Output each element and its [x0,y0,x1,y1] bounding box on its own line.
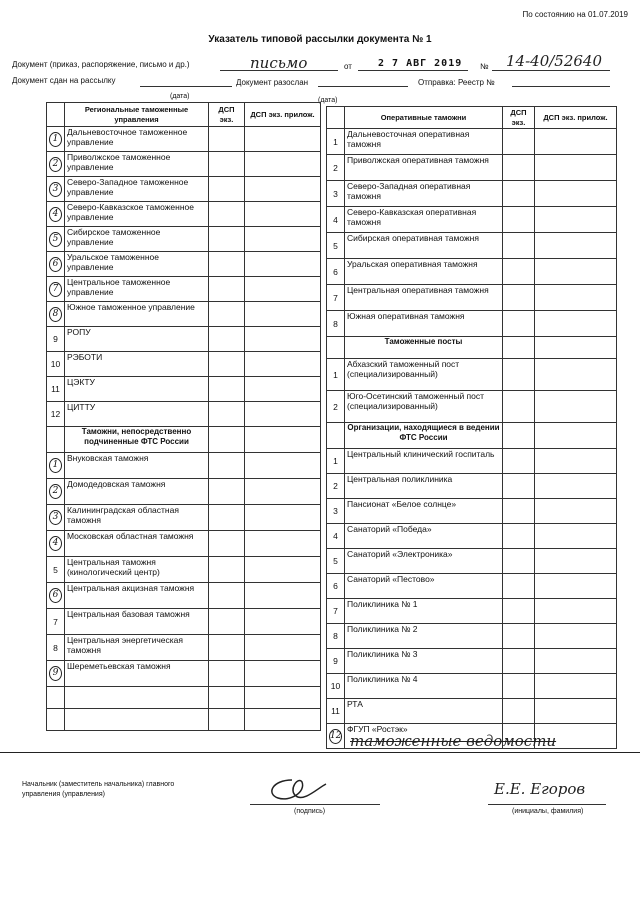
recipient-name: Домодедовская таможня [65,479,209,505]
table-row [47,277,321,302]
recipient-name: Центральная акцизная таможня [65,583,209,609]
dsp-copies-cell [503,449,535,474]
recipient-name: Центральная таможня (кинологический центр) [65,557,209,583]
recipient-name: Поликлиника № 2 [345,624,503,649]
dsp-attachment-cell [245,377,321,402]
circled-mark-icon: 2 [49,484,62,499]
recipient-name: Центральная поликлиника [345,474,503,499]
table-row [47,152,321,177]
row-number: 12 [47,402,65,427]
section-row [327,337,617,359]
table-row [47,583,321,609]
circled-mark-icon: 1 [49,458,62,473]
dsp-copies-cell [503,699,535,724]
dsp-copies-cell [503,599,535,624]
dsp-attachment-cell [535,359,617,391]
dsp-copies-cell [209,327,245,352]
dsp-attachment-cell [535,207,617,233]
row-number: 6 [327,574,345,599]
dsp-copies-cell [209,479,245,505]
row-number: 3 [327,499,345,524]
table-row [327,599,617,624]
row-number: 8 [47,635,65,661]
recipient-name: Уральская оперативная таможня [345,259,503,285]
header-name: Региональные таможенные управления [65,103,209,127]
dsp-copies-cell [503,649,535,674]
initials-caption: (инициалы, фамилия) [512,808,584,815]
row-number: 10 [47,352,65,377]
dsp-attachment-cell [245,479,321,505]
recipient-name: Уральское таможенное управление [65,252,209,277]
row-number [327,724,345,749]
dsp-copies-cell [503,674,535,699]
dsp-attachment-cell [245,252,321,277]
circled-mark-icon: 3 [49,182,62,197]
dsp-attachment-cell [535,624,617,649]
dsp-copies-cell [503,129,535,155]
table-row [327,181,617,207]
table-row [327,499,617,524]
table-row [327,359,617,391]
right-distribution-table [326,106,617,749]
dsp-copies-cell [209,127,245,152]
circled-mark-icon: 1 [49,132,62,147]
table-row [47,635,321,661]
dsp-copies-cell [503,359,535,391]
dsp-copies-cell [209,531,245,557]
row-number [47,202,65,227]
dsp-attachment-cell [245,505,321,531]
dsp-copies-cell [209,277,245,302]
dsp-attachment-cell [245,661,321,687]
circled-mark-icon: 6 [49,257,62,272]
table-row [47,557,321,583]
table-row [327,524,617,549]
recipient-name: Северо-Западная оперативная таможня [345,181,503,207]
dsp-copies-cell [209,635,245,661]
recipient-name: Центральная оперативная таможня [345,285,503,311]
row-number: 2 [327,474,345,499]
dsp-attachment-cell [535,699,617,724]
dsp-attachment-cell [245,177,321,202]
table-row [47,505,321,531]
dsp-attachment-cell [535,524,617,549]
row-number: 9 [327,649,345,674]
recipient-name: Южная оперативная таможня [345,311,503,337]
dsp-copies-cell [209,583,245,609]
dsp-attachment-cell [535,574,617,599]
table-row [327,674,617,699]
table-row [47,202,321,227]
recipient-name: РЭБОТИ [65,352,209,377]
dsp-attachment-cell [245,327,321,352]
table-row [47,377,321,402]
recipient-name: Северо-Кавказская оперативная таможня [345,207,503,233]
recipient-name: Центральная базовая таможня [65,609,209,635]
dsp-copies-cell [503,574,535,599]
table-row [327,699,617,724]
recipient-name: Поликлиника № 3 [345,649,503,674]
dsp-attachment-cell [245,152,321,177]
dispatch-label: Отправка: Реестр № [418,78,495,87]
recipient-name: Северо-Западное таможенное управление [65,177,209,202]
dsp-copies-cell [209,402,245,427]
table-row [327,649,617,674]
recipient-name: Южное таможенное управление [65,302,209,327]
recipient-name: Внуковская таможня [65,453,209,479]
signer-title: Начальник (заместитель начальника) главного управления (управления) [22,781,175,798]
table-row [327,311,617,337]
table-row [47,609,321,635]
table-row [47,177,321,202]
recipient-name: Санаторий «Пестово» [345,574,503,599]
circled-mark-icon: 2 [49,157,62,172]
recipient-name: Московская областная таможня [65,531,209,557]
doc-number-handwritten: 14-40/52640 [506,52,603,70]
circled-mark-icon: 7 [49,282,62,297]
table-row [327,259,617,285]
dsp-copies-cell [209,227,245,252]
dsp-attachment-cell [535,233,617,259]
dsp-copies-cell [503,181,535,207]
dsp-attachment-cell [535,155,617,181]
recipient-name: РОПУ [65,327,209,352]
circled-mark-icon: 4 [49,536,62,551]
recipient-name: Пансионат «Белое солнце» [345,499,503,524]
header-name: Оперативные таможни [345,107,503,129]
recipient-name: Приволжская оперативная таможня [345,155,503,181]
row-number [47,583,65,609]
signature-caption: (подпись) [294,808,326,815]
dsp-attachment-cell [535,129,617,155]
table-row [47,661,321,687]
table-row [327,207,617,233]
row-number: 5 [327,549,345,574]
dsp-attachment-cell [245,402,321,427]
header-dsp-attachments: ДСП экз. прилож. [535,107,617,129]
row-number [47,252,65,277]
row-number [47,531,65,557]
recipient-name: Сибирское таможенное управление [65,227,209,252]
dsp-attachment-cell [245,227,321,252]
dsp-attachment-cell [245,583,321,609]
row-number: 5 [327,233,345,259]
doc-type-label: Документ (приказ, распоряжение, письмо и др.) [12,60,190,69]
recipient-name: Центральное таможенное управление [65,277,209,302]
row-number: 5 [47,557,65,583]
dsp-copies-cell [503,207,535,233]
dsp-attachment-cell [245,202,321,227]
table-row [327,449,617,474]
circled-mark-icon: 12 [329,729,342,744]
row-number [47,227,65,252]
row-number: 7 [327,599,345,624]
dsp-attachment-cell [535,599,617,624]
recipient-name: Санаторий «Победа» [345,524,503,549]
dsp-copies-cell [503,474,535,499]
dsp-copies-cell [503,499,535,524]
table-row [327,391,617,423]
recipient-name: РТА [345,699,503,724]
table-row [47,327,321,352]
dsp-copies-cell [503,233,535,259]
table-row [47,402,321,427]
dsp-attachment-cell [535,674,617,699]
sent-label: Документ разослан [236,78,309,87]
dsp-attachment-cell [245,635,321,661]
section-title: Таможни, непосредственно подчиненные ФТС России [65,427,209,453]
dsp-attachment-cell [245,531,321,557]
row-number [47,277,65,302]
section-title: Таможенные посты [345,337,503,359]
from-label: от [344,62,352,71]
row-number: 9 [47,327,65,352]
row-number [47,453,65,479]
empty-row [47,709,321,731]
dsp-attachment-cell [535,259,617,285]
row-number: 3 [327,181,345,207]
dsp-copies-cell [209,302,245,327]
date-caption: (дата) [318,97,338,104]
circled-mark-icon: 8 [49,307,62,322]
table-row [327,624,617,649]
dsp-copies-cell [503,549,535,574]
recipient-name: Калининградская областная таможня [65,505,209,531]
table-row [327,129,617,155]
recipient-name: Северо-Кавказское таможенное управление [65,202,209,227]
table-row [47,531,321,557]
table-row [47,127,321,152]
recipient-name: Приволжское таможенное управление [65,152,209,177]
row-number [47,505,65,531]
recipient-name: ФГУП «Ростэк» [345,724,503,749]
table-row [327,474,617,499]
dsp-attachment-cell [535,391,617,423]
table-header [327,107,617,129]
dsp-attachment-cell [535,549,617,574]
table-row [327,285,617,311]
header-dsp-attachments: ДСП экз. прилож. [245,103,321,127]
recipient-name: Поликлиника № 4 [345,674,503,699]
submitted-label: Документ сдан на рассылку [12,76,116,85]
dsp-attachment-cell [245,557,321,583]
dsp-copies-cell [209,252,245,277]
table-row [327,155,617,181]
recipient-name: Дальневосточная оперативная таможня [345,129,503,155]
dsp-attachment-cell [245,277,321,302]
dsp-attachment-cell [535,649,617,674]
table-header [47,103,321,127]
recipient-name: ЦЭКТУ [65,377,209,402]
dsp-attachment-cell [245,352,321,377]
recipient-name: Поликлиника № 1 [345,599,503,624]
table-row [327,233,617,259]
recipient-name: Юго-Осетинский таможенный пост (специализированный) [345,391,503,423]
dsp-copies-cell [209,661,245,687]
dsp-copies-cell [209,377,245,402]
row-number [47,302,65,327]
dsp-copies-cell [209,505,245,531]
doc-type-handwritten: письмо [250,54,308,72]
section-row [327,423,617,449]
circled-mark-icon: 4 [49,207,62,222]
dsp-copies-cell [503,285,535,311]
table-row [47,302,321,327]
page-title: Указатель типовой рассылки документа № 1 [208,34,432,45]
dsp-attachment-cell [535,311,617,337]
number-label: № [480,62,489,71]
row-number: 1 [327,359,345,391]
row-number [47,177,65,202]
row-number: 11 [47,377,65,402]
table-row [47,227,321,252]
circled-mark-icon: 3 [49,510,62,525]
recipient-name: Дальневосточное таможенное управление [65,127,209,152]
doc-date-stamp: 2 7 АВГ 2019 [378,58,463,69]
recipient-name: ЦИТТУ [65,402,209,427]
table-row [47,352,321,377]
row-number: 7 [47,609,65,635]
dsp-attachment-cell [535,181,617,207]
row-number: 11 [327,699,345,724]
dsp-copies-cell [503,391,535,423]
row-number [47,661,65,687]
circled-mark-icon: 9 [49,666,62,681]
table-row [47,252,321,277]
recipient-name: Санаторий «Электроника» [345,549,503,574]
dsp-copies-cell [209,352,245,377]
dsp-attachment-cell [535,474,617,499]
recipient-name: Сибирская оперативная таможня [345,233,503,259]
date-caption: (дата) [170,93,190,100]
section-row [47,427,321,453]
row-number [47,152,65,177]
row-number: 4 [327,207,345,233]
dsp-copies-cell [209,152,245,177]
header-dsp-copies: ДСП экз. [209,103,245,127]
circled-mark-icon: 5 [49,232,62,247]
row-number: 8 [327,311,345,337]
table-row [47,479,321,505]
dsp-copies-cell [209,609,245,635]
recipient-name: Центральный клинический госпиталь [345,449,503,474]
row-number: 2 [327,391,345,423]
row-number [47,127,65,152]
row-number: 1 [327,449,345,474]
dsp-copies-cell [503,624,535,649]
dsp-copies-cell [209,557,245,583]
dsp-copies-cell [503,311,535,337]
dsp-copies-cell [503,524,535,549]
dsp-copies-cell [503,155,535,181]
dsp-attachment-cell [535,499,617,524]
empty-row [47,687,321,709]
handwritten-note: таможенные ведомости [350,732,557,750]
dsp-copies-cell [209,453,245,479]
row-number: 10 [327,674,345,699]
left-distribution-table [46,102,321,731]
dsp-attachment-cell [535,449,617,474]
row-number [47,479,65,505]
recipient-name: Центральная энергетическая таможня [65,635,209,661]
dsp-attachment-cell [245,453,321,479]
row-number: 2 [327,155,345,181]
recipient-name: Шереметьевская таможня [65,661,209,687]
table-row [327,574,617,599]
table-row [327,549,617,574]
dsp-attachment-cell [535,285,617,311]
dsp-attachment-cell [245,609,321,635]
dsp-attachment-cell [245,127,321,152]
signer-name-handwritten: Е.Е. Егоров [494,780,586,798]
recipient-name: Абхазский таможенный пост (специализированный) [345,359,503,391]
section-title: Организации, находящиеся в ведении ФТС России [345,423,503,449]
table-row [47,453,321,479]
row-number: 8 [327,624,345,649]
row-number: 6 [327,259,345,285]
dsp-copies-cell [503,259,535,285]
dsp-copies-cell [209,202,245,227]
status-date: По состоянию на 01.07.2019 [522,10,628,19]
header-dsp-copies: ДСП экз. [503,107,535,129]
dsp-copies-cell [209,177,245,202]
row-number: 7 [327,285,345,311]
row-number: 4 [327,524,345,549]
dsp-attachment-cell [245,302,321,327]
circled-mark-icon: 6 [49,588,62,603]
row-number: 1 [327,129,345,155]
